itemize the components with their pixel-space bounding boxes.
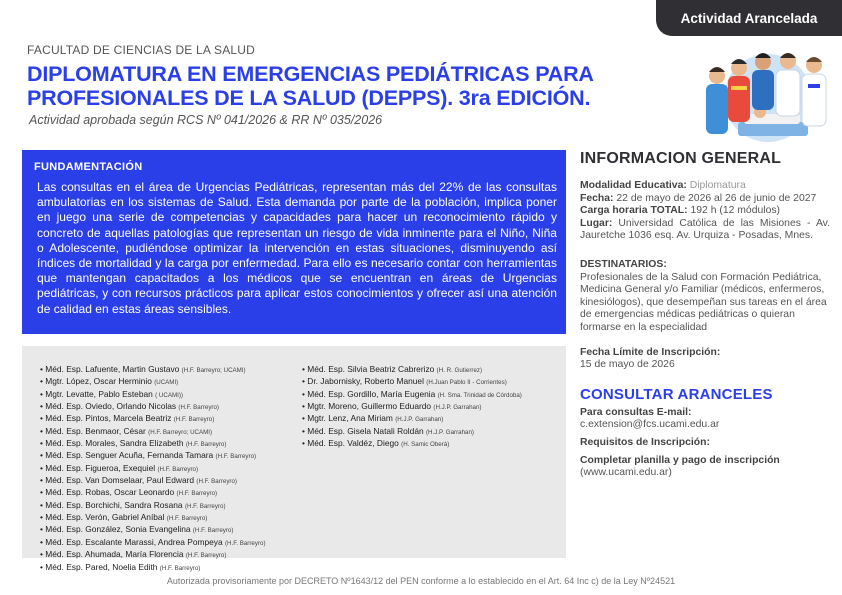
staff-affiliation: (H.F. Barreyro) xyxy=(192,527,234,535)
staff-affiliation: (H.F. Barreyro) xyxy=(176,490,218,498)
fundamentacion-heading: FUNDAMENTACIÓN xyxy=(34,161,143,173)
recipients-value: Profesionales de la Salud con Formación Pediátrica, Medicina General y/o Familiar (médicos, enfermeros, kinesiólogos), que desempeñan sus tareas en el área de emergencias médicas pediátricas o quieran formarse en la especialidad xyxy=(580,271,827,333)
staff-name: Mgtr. Lenz, Ana Miriam xyxy=(307,413,393,424)
place-row xyxy=(580,218,830,243)
fundamentacion-text: Las consultas en el área de Urgencias Pediátricas, representan más del 22% de las consultas ambulatorias en los sistemas de Salud. Esta demanda por parte de la población, implica poner en juego una serie de competencias y capacidades para hacer un reconocimiento rápido y concreto de aquellas patologías que representan un riesgo de vida inminente para el Niño, Niña o Adolescente, pudiéndose optimizar la intervención en estas situaciones, disminuyendo así índices de mortalidad y la carga por enfermedad. Para ello es necesario contar con herramientas que mantengan capacitados a los médicos que se encuentran en áreas de Urgencias pediátricas, y con recursos prácticos para aplicar estos conocimientos y ofrecer así una atención de calidad en estas áreas sensibles. xyxy=(37,180,557,316)
modality-row xyxy=(580,180,830,193)
staff-name: Mgtr. López, Oscar Herminio xyxy=(45,376,152,387)
staff-name: Méd. Esp. Pared, Noelia Edith xyxy=(45,561,158,572)
staff-name: Méd. Esp. Borchichi, Sandra Rosana xyxy=(45,499,183,510)
page-title xyxy=(27,62,667,110)
authorization-footer: Autorizada provisoriamente por DECRETO Nº1643/12 del PEN conforme a lo establecido en el Art. 64 Inc c) de la Ley Nº24521 xyxy=(166,576,676,586)
staff-name: Dr. Jabornisky, Roberto Manuel xyxy=(307,376,424,387)
fundamentacion-panel xyxy=(22,150,566,334)
staff-list-item xyxy=(40,426,266,438)
staff-name: Méd. Esp. Gisela Natali Roldán xyxy=(307,425,424,436)
staff-list-left xyxy=(40,364,266,574)
hours-label: Carga horaria TOTAL: xyxy=(580,205,688,217)
medical-team-illustration xyxy=(698,40,842,144)
staff-list-item xyxy=(40,364,266,376)
staff-name: Méd. Esp. Silvia Beatriz Cabrerizo xyxy=(307,364,435,374)
staff-list-item xyxy=(40,413,266,425)
staff-affiliation: (H.F. Barreyro) xyxy=(185,441,227,449)
staff-affiliation: (H.F. Barreyro) xyxy=(185,552,227,560)
staff-affiliation: (H.J.P. Garrahan) xyxy=(425,428,474,436)
staff-affiliation: (H.J.P. Garrahan) xyxy=(395,416,444,424)
staff-list-item xyxy=(40,401,266,413)
date-value: 22 de mayo de 2026 al 26 de junio de 2027 xyxy=(616,192,817,204)
staff-name: Méd. Esp. Morales, Sandra Elizabeth xyxy=(45,438,184,449)
staff-list-item xyxy=(40,512,266,524)
staff-name: Méd. Esp. Lafuente, Martin Gustavo xyxy=(45,364,180,374)
faculty-name: FACULTAD DE CIENCIAS DE LA SALUD xyxy=(27,43,256,57)
staff-affiliation: (H.F. Barreyro) xyxy=(196,478,237,486)
staff-name: Méd. Esp. Robas, Oscar Leonardo xyxy=(45,487,175,498)
staff-affiliation: (H.F. Barreyro) xyxy=(184,502,226,510)
staff-name: Méd. Esp. Senguer Acuña, Fernanda Tamara xyxy=(45,450,214,461)
paid-activity-badge: Actividad Arancelada xyxy=(656,0,842,36)
modality-value: Diplomatura xyxy=(689,180,746,191)
general-info xyxy=(580,150,830,480)
staff-affiliation: (UCAMI) xyxy=(154,379,179,387)
staff-name: Méd. Esp. González, Sonia Evangelina xyxy=(45,524,191,535)
staff-list-item xyxy=(40,487,266,499)
staff-affiliation: (H. Sma. Trinidad de Córdoba) xyxy=(437,391,522,399)
staff-affiliation: (H.Juan Pablo II - Corrientes) xyxy=(426,379,507,387)
staff-name: Méd. Esp. Escalante Marassi, Andrea Pompeya xyxy=(45,536,223,547)
staff-list-item xyxy=(302,438,522,450)
staff-affiliation: (H. R. Gutierrez) xyxy=(436,367,483,374)
staff-affiliation: (H.J.P. Garrahan) xyxy=(433,404,482,412)
staff-name: Méd. Esp. Benmaor, César xyxy=(45,425,146,436)
requirements-label: Requisitos de Inscripción: xyxy=(580,436,710,448)
staff-name: Méd. Esp. Verón, Gabriel Aníbal xyxy=(45,512,165,523)
staff-list-item xyxy=(40,524,266,536)
hours-value: 192 h (12 módulos) xyxy=(690,205,781,217)
date-label: Fecha: xyxy=(580,192,614,204)
staff-name: Méd. Esp. Oviedo, Orlando Nicolas xyxy=(45,401,177,412)
staff-list-item xyxy=(40,500,266,512)
staff-list-item xyxy=(302,389,522,401)
email-link[interactable]: c.extension@fcs.ucami.edu.ar xyxy=(580,419,720,431)
staff-affiliation: (H. Samic Oberá) xyxy=(401,441,450,449)
staff-name: Méd. Esp. Gordillo, María Eugenia xyxy=(307,388,436,399)
email-label: Para consultas E-mail: xyxy=(580,406,692,418)
staff-affiliation: (H.F. Barreyro; UCAMI) xyxy=(181,367,246,374)
complete-form-label: Completar planilla y pago de inscripción xyxy=(580,454,780,466)
staff-list-item xyxy=(302,426,522,438)
staff-list-item xyxy=(302,413,522,425)
staff-affiliation: ( UCAMI)) xyxy=(155,391,183,399)
staff-name: Méd. Esp. Pintos, Marcela Beatriz xyxy=(45,413,172,424)
staff-list-item xyxy=(40,389,266,401)
staff-affiliation: (H.F. Barreyro) xyxy=(159,564,201,572)
modality-label: Modalidad Educativa: xyxy=(580,180,687,191)
teaching-staff-panel xyxy=(22,346,566,572)
staff-list-item xyxy=(40,376,266,388)
staff-affiliation: (H.F. Barreyro) xyxy=(166,515,208,523)
staff-list-item xyxy=(302,376,522,388)
approval-note: Actividad aprobada según RCS Nº 041/2026 & RR Nº 035/2026 xyxy=(29,113,383,127)
staff-name: Mgtr. Levatte, Pablo Esteban xyxy=(45,388,153,399)
staff-name: Méd. Esp. Figueroa, Exequiel xyxy=(45,462,156,473)
recipients-label: DESTINATARIOS: xyxy=(580,258,667,270)
staff-name: Méd. Esp. Valdéz, Diego xyxy=(307,438,399,449)
staff-list-item xyxy=(40,463,266,475)
deadline-value: 15 de mayo de 2026 xyxy=(580,359,675,371)
staff-list-item xyxy=(40,562,266,574)
staff-affiliation: (H.F. Barreyro) xyxy=(173,416,215,424)
staff-list-item xyxy=(40,475,266,487)
website-link[interactable]: (www.ucami.edu.ar) xyxy=(580,467,672,479)
staff-affiliation: (H.F. Barreyro) xyxy=(215,453,257,461)
staff-list-item xyxy=(40,438,266,450)
staff-name: Méd. Esp. Ahumada, María Florencia xyxy=(45,549,184,560)
general-info-heading: INFORMACION GENERAL xyxy=(580,150,782,167)
consult-fees-heading: CONSULTAR ARANCELES xyxy=(580,385,773,403)
title-line-1: DIPLOMATURA EN EMERGENCIAS PEDIÁTRICAS PARA xyxy=(27,62,594,86)
place-label: Lugar: xyxy=(580,217,613,229)
title-line-2: PROFESIONALES DE LA SALUD (DEPPS). 3ra EDICIÓN. xyxy=(27,86,591,110)
hours-row xyxy=(580,205,830,218)
staff-list-item xyxy=(40,537,266,549)
date-row xyxy=(580,193,830,206)
staff-name: Méd. Esp. Van Domselaar, Paul Edward xyxy=(45,475,195,486)
staff-list-item xyxy=(40,549,266,561)
deadline-label: Fecha Límite de Inscripción: xyxy=(580,346,721,358)
staff-list-item xyxy=(40,450,266,462)
staff-name: Mgtr. Moreno, Guillermo Eduardo xyxy=(307,401,432,412)
staff-affiliation: (H.F. Barreyro) xyxy=(178,404,219,412)
staff-list-item xyxy=(302,401,522,413)
staff-affiliation: (H.F. Barreyro; UCAMI) xyxy=(148,428,213,436)
staff-list-item xyxy=(302,364,522,376)
complete-form-row xyxy=(580,455,830,480)
staff-affiliation: (H.F. Barreyro) xyxy=(157,465,199,473)
place-value: Universidad Católica de las Misiones - Av. Jauretche 1036 esq. Av. Urquiza - Posadas, Mnes. xyxy=(580,217,830,242)
staff-list-right xyxy=(302,364,522,450)
staff-affiliation: (H.F. Barreyro) xyxy=(224,539,266,547)
